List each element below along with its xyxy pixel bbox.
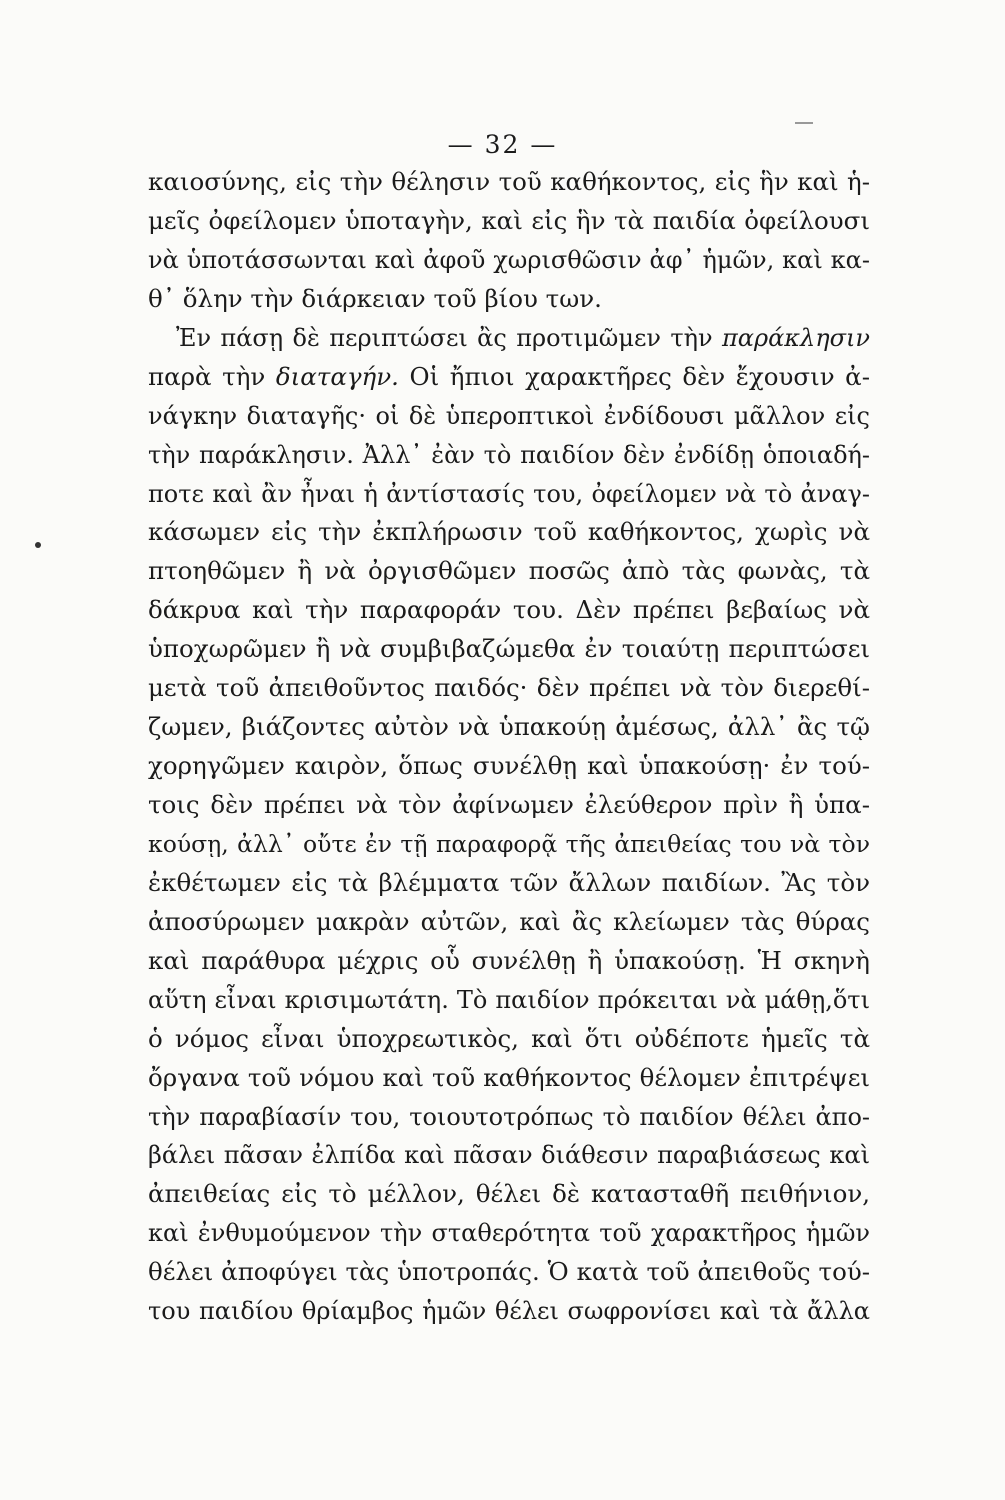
text-line: ἐκθέτωμεν εἰς τὰ βλέμματα τῶν ἄλλων παιδίων. Ἂς τὸν (148, 867, 870, 897)
text-line: χορηγῶμεν καιρὸν, ὅπως συνέλθῃ καὶ ὑπακούσῃ· ἐν τού- (148, 751, 870, 781)
text-line: μεῖς ὀφείλομεν ὑποταγὴν, καὶ εἰς ἣν τὰ παιδία ὀφείλουσι (148, 205, 870, 235)
text-line: παρὰ τὴν διαταγήν. Οἱ ἤπιοι χαρακτῆρες δὲν ἔχουσιν ἀ- (148, 361, 870, 391)
text-line: αὕτη εἶναι κρισιμωτάτη. Τὸ παιδίον πρόκειται νὰ μάθῃ,ὅτι (148, 985, 870, 1014)
scan-mark (795, 122, 813, 124)
text-line: νὰ ὑποτάσσωνται καὶ ἀφοῦ χωρισθῶσιν ἀφ᾽ ἡμῶν, καὶ κα- (148, 245, 870, 274)
emphasized-word: διαταγήν. (275, 361, 399, 391)
text-line: κάσωμεν εἰς τὴν ἐκπλήρωσιν τοῦ καθήκοντος, χωρὶς νὰ (148, 517, 870, 547)
text-line: τοις δὲν πρέπει νὰ τὸν ἀφίνωμεν ἐλεύθερον πρὶν ἢ ὑπα- (148, 790, 870, 819)
text-line: τὴν παράκλησιν. Ἀλλ᾽ ἐὰν τὸ παιδίον δὲν ἐνδίδῃ ὁποιαδή- (148, 440, 870, 469)
text-line: καιοσύνης, εἰς τὴν θέλησιν τοῦ καθήκοντος, εἰς ἣν καὶ ἡ- (148, 167, 870, 196)
text-line: βάλει πᾶσαν ἐλπίδα καὶ πᾶσαν διάθεσιν παραβιάσεως καὶ (148, 1141, 870, 1170)
text-line: πτοηθῶμεν ἢ νὰ ὀργισθῶμεν ποσῶς ἀπὸ τὰς φωνὰς, τὰ (148, 556, 870, 586)
text-line: ὁ νόμος εἶναι ὑποχρεωτικὸς, καὶ ὅτι οὐδέποτε ἡμεῖς τὰ (148, 1023, 870, 1053)
text-line: ὑποχωρῶμεν ἢ νὰ συμβιβαζώμεθα ἐν τοιαύτῃ περιπτώσει (148, 634, 870, 664)
text-line: ζωμεν, βιάζοντες αὐτὸν νὰ ὑπακούῃ ἀμέσως, ἀλλ᾽ ἂς τῷ (148, 712, 870, 742)
text-line: θ᾽ ὅλην τὴν διάρκειαν τοῦ βίου των. (148, 283, 602, 313)
text-line: τὴν παραβίασίν του, τοιουτοτρόπως τὸ παιδίον θέλει ἀπο- (148, 1102, 870, 1131)
text-line: Ἐν πάσῃ δὲ περιπτώσει ἂς προτιμῶμεν τὴν παράκλησιν (176, 323, 870, 352)
text-line: κούσῃ, ἀλλ᾽ οὔτε ἐν τῇ παραφορᾷ τῆς ἀπειθείας του νὰ τὸν (148, 829, 870, 858)
page-number: — 32 — (447, 130, 558, 159)
margin-dot (35, 542, 41, 548)
text-line: νάγκην διαταγῆς· οἱ δὲ ὑπεροπτικοὶ ἐνδίδουσι μᾶλλον εἰς (148, 401, 870, 430)
text-line: του παιδίου θρίαμβος ἡμῶν θέλει σωφρονίσει καὶ τὰ ἄλλα (148, 1297, 870, 1326)
text-line: καὶ ἐνθυμούμενον τὴν σταθερότητα τοῦ χαρακτῆρος ἡμῶν (148, 1219, 870, 1248)
text-line: καὶ παράθυρα μέχρις οὗ συνέλθῃ ἢ ὑπακούσῃ. Ἡ σκηνὴ (148, 945, 870, 975)
text-line: δάκρυα καὶ τὴν παραφοράν του. Δὲν πρέπει βεβαίως νὰ (148, 595, 870, 625)
text-line: θέλει ἀποφύγει τὰς ὑποτροπάς. Ὁ κατὰ τοῦ ἀπειθοῦς τού- (148, 1257, 870, 1287)
text-line: ὄργανα τοῦ νόμου καὶ τοῦ καθήκοντος θέλομεν ἐπιτρέψει (148, 1062, 870, 1092)
body-text (148, 163, 870, 1331)
text-line: ἀπειθείας εἰς τὸ μέλλον, θέλει δὲ κατασταθῆ πειθήνιον, (148, 1179, 870, 1209)
emphasized-word: παράκλησιν (721, 323, 870, 352)
text-line: ποτε καὶ ἂν ἦναι ἡ ἀντίστασίς του, ὀφείλομεν νὰ τὸ ἀναγ- (148, 479, 870, 508)
text-line: μετὰ τοῦ ἀπειθοῦντος παιδός· δὲν πρέπει νὰ τὸν διερεθί- (148, 673, 870, 703)
text-line: ἀποσύρωμεν μακρὰν αὐτῶν, καὶ ἂς κλείωμεν τὰς θύρας (148, 906, 870, 936)
